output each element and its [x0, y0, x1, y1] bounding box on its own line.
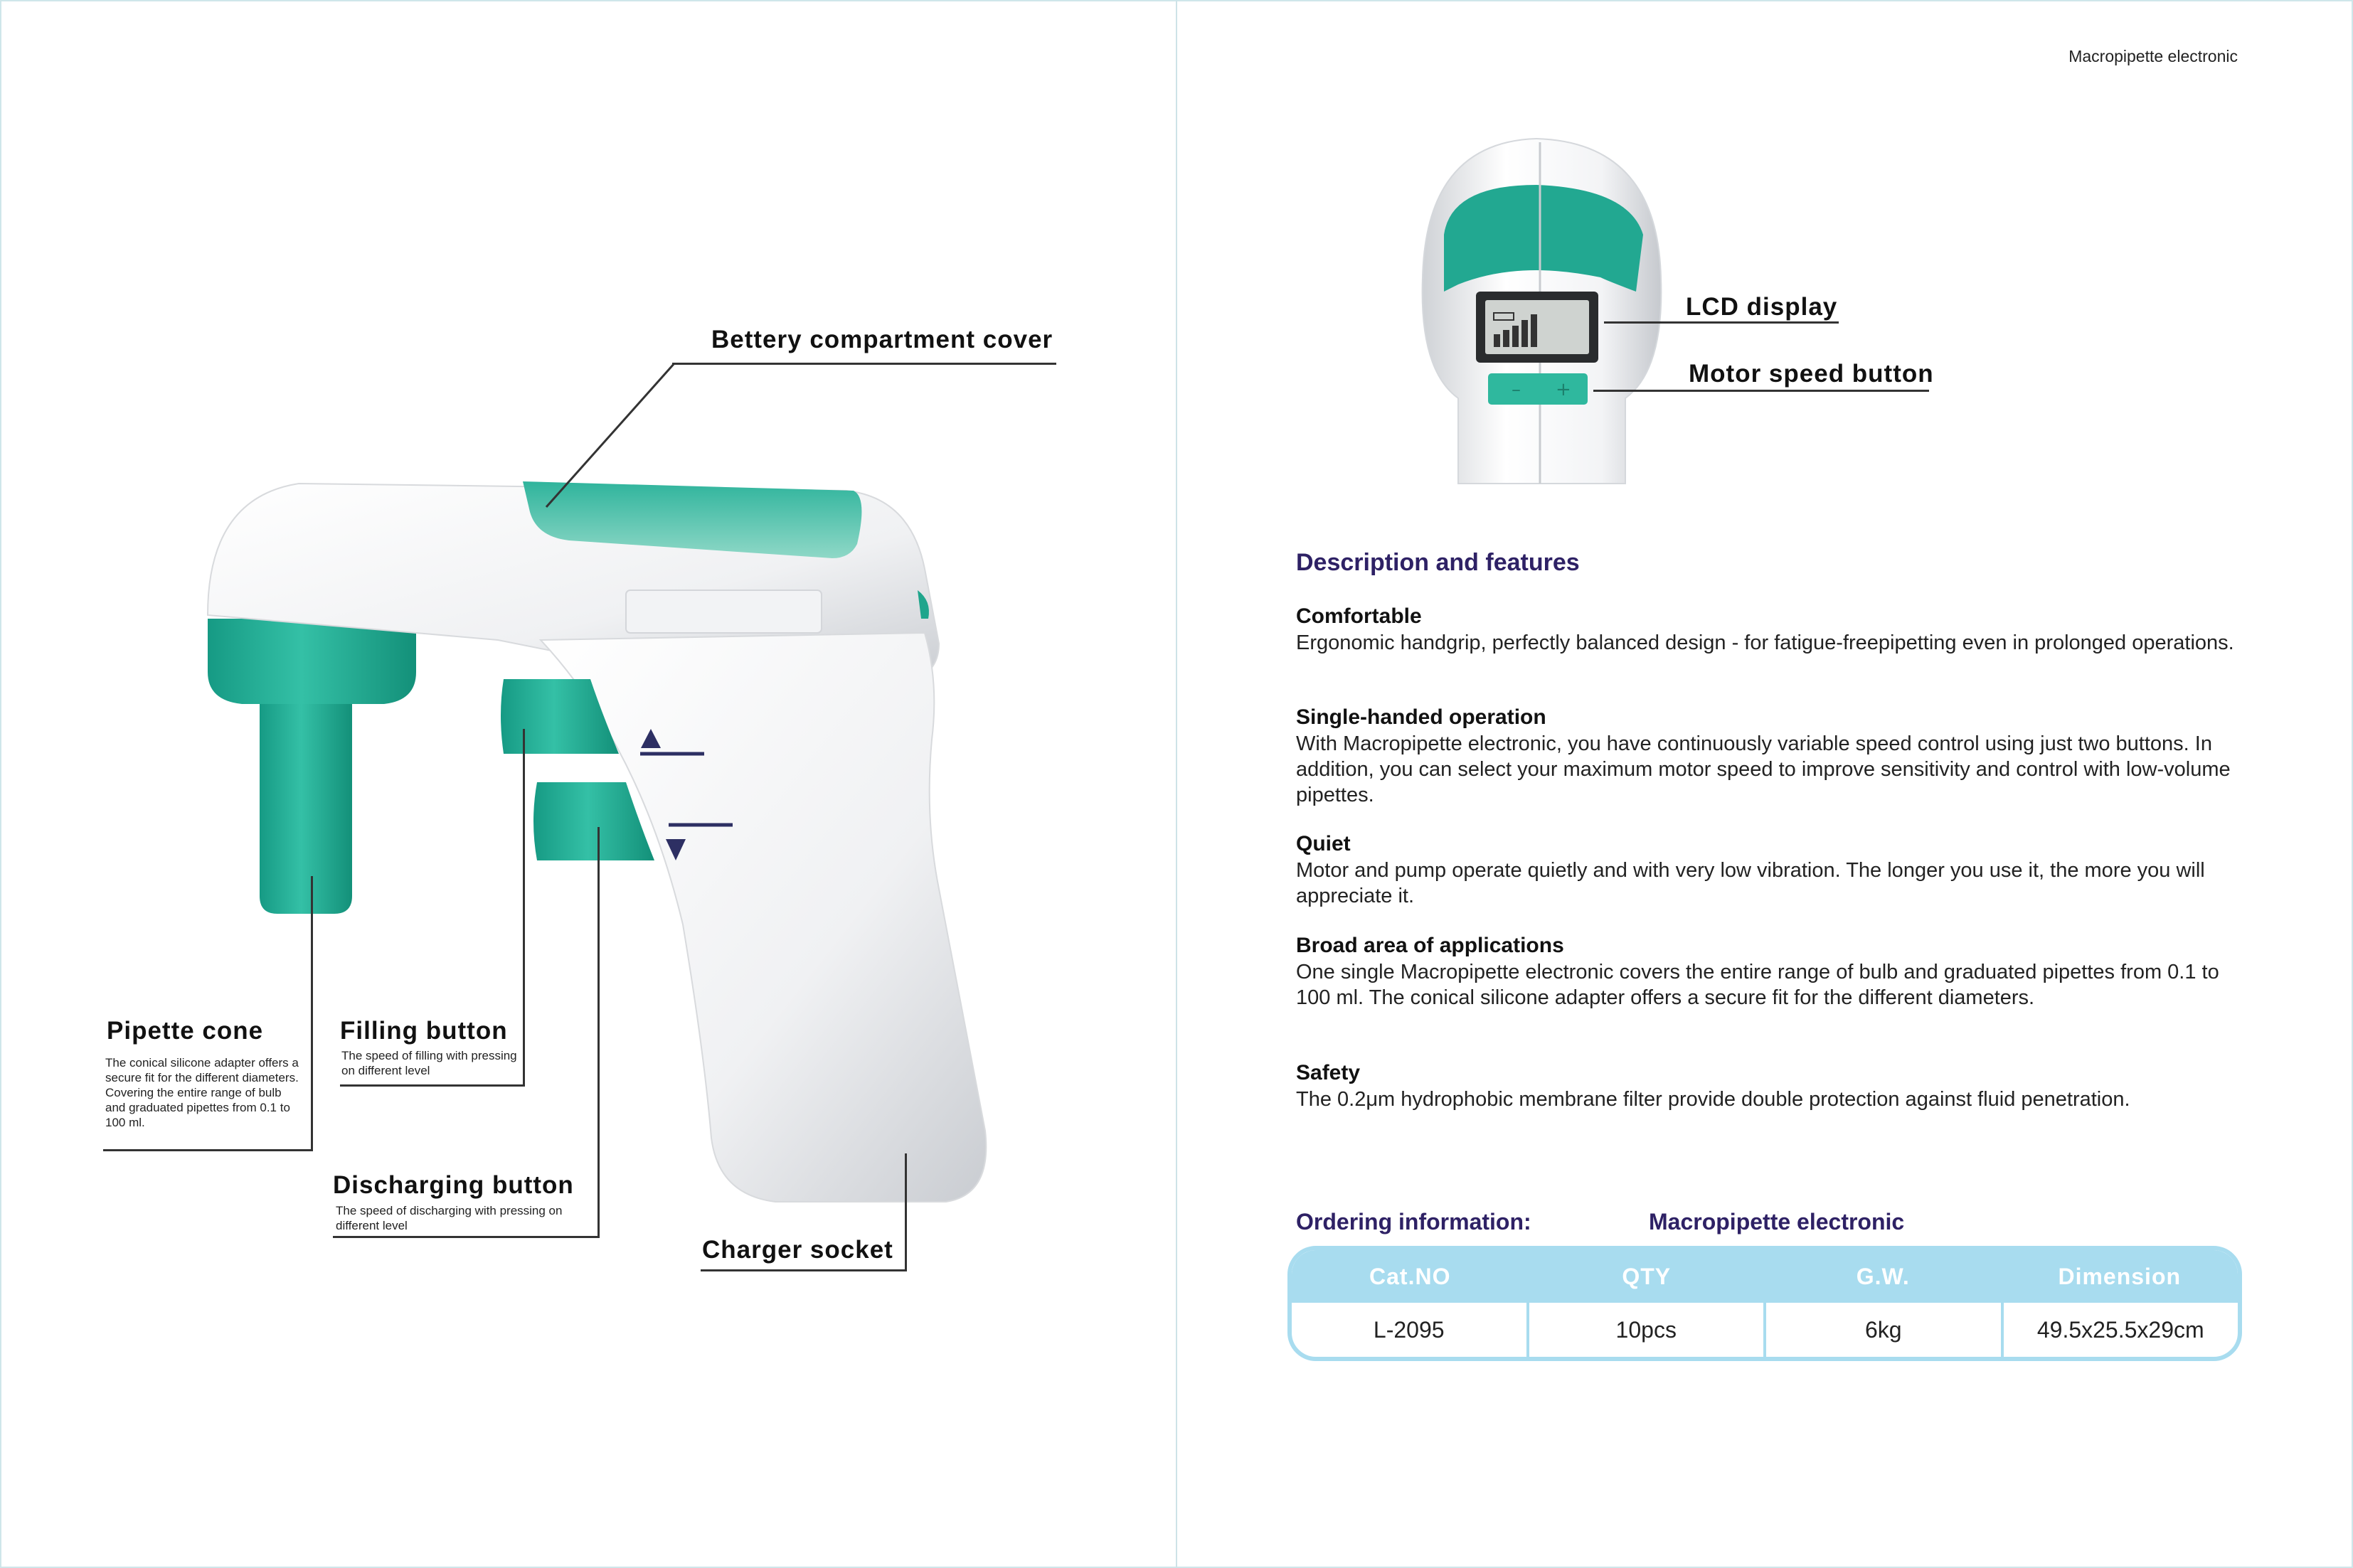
- feature-title: Safety: [1296, 1061, 1361, 1084]
- motor-speed-buttons: [1488, 373, 1588, 405]
- column-header-cat-no: Cat.NO: [1369, 1264, 1451, 1289]
- battery-cover-leader-diag: [541, 359, 683, 512]
- charger-socket-leader: [701, 1153, 907, 1271]
- charger-socket-callout-title: Charger socket: [702, 1236, 893, 1264]
- ordering-info-label: Ordering information:: [1296, 1209, 1531, 1234]
- feature-text: Ergonomic handgrip, perfectly balanced design - for fatigue-freepipetting even in prolonged operations.: [1296, 631, 2234, 654]
- pipette-cone-callout-body: The conical silicone adapter offers a secure fit for the different diameters. Covering the entire range of bulb and graduated pipettes from 0.1 to 100 ml.: [105, 1056, 299, 1129]
- feature-text: The 0.2μm hydrophobic membrane filter provide double protection against fluid penetration.: [1296, 1088, 2130, 1111]
- label-recess: [626, 590, 822, 633]
- table-header-row: [1292, 1250, 2238, 1303]
- feature-title: Single-handed operation: [1296, 705, 1546, 729]
- cone-collar: [208, 619, 416, 704]
- pipette-cone-callout-title: Pipette cone: [107, 1017, 264, 1045]
- cell-gw: 6kg: [1763, 1303, 2001, 1357]
- lcd-display-leader: [1604, 321, 1839, 324]
- svg-text:–: –: [1512, 379, 1521, 400]
- feature-broad-applications: [1296, 934, 2242, 1010]
- page-spine: [1176, 0, 1177, 1568]
- cell-cat-no: L-2095: [1373, 1317, 1445, 1343]
- description-heading: Description and features: [1296, 549, 1580, 576]
- feature-title: Quiet: [1296, 832, 1351, 855]
- device-grip: [541, 633, 986, 1202]
- ordering-product-name: Macropipette electronic: [1649, 1209, 1905, 1234]
- discharging-button-callout-title: Discharging button: [333, 1171, 574, 1199]
- battery-cover-leader-h: [672, 363, 1056, 365]
- filling-button-callout-title: Filling button: [340, 1017, 508, 1045]
- feature-comfortable: [1296, 604, 2242, 656]
- feature-quiet: [1296, 832, 2242, 909]
- discharging-button-callout-body: The speed of discharging with pressing on different level: [336, 1204, 563, 1232]
- lcd-display-callout-title: LCD display: [1686, 293, 1838, 321]
- svg-text:+: +: [1556, 379, 1571, 400]
- lcd-closeup-illustration: [1412, 135, 1668, 487]
- feature-title: Broad area of applications: [1296, 934, 1564, 957]
- table-row: [1292, 1303, 2238, 1357]
- feature-title: Comfortable: [1296, 604, 1422, 628]
- filling-button-callout-body: The speed of filling with pressing on different level: [341, 1049, 517, 1077]
- page-header-title: Macropipette electronic: [2068, 47, 2238, 65]
- pipette-cone-leader: [103, 876, 313, 1151]
- feature-single-handed: [1296, 705, 2242, 808]
- motor-speed-leader: [1593, 390, 1929, 392]
- column-header-gw: G.W.: [1856, 1264, 1910, 1289]
- feature-safety: [1296, 1061, 2242, 1112]
- motor-speed-callout-title: Motor speed button: [1689, 360, 1934, 388]
- discharging-button-leader: [333, 827, 600, 1238]
- column-header-qty: QTY: [1622, 1264, 1672, 1289]
- column-header-dimension: Dimension: [2058, 1264, 2182, 1289]
- cell-qty: 10pcs: [1526, 1303, 1764, 1357]
- battery-cover-callout-title: Bettery compartment cover: [711, 326, 1053, 353]
- feature-text: One single Macropipette electronic covers the entire range of bulb and graduated pipettes from 0.1 to 100 ml. The conical silicone adapter offers a secure fit for the different diameters.: [1296, 961, 2219, 1009]
- cell-dimension: 49.5x25.5x29cm: [2001, 1303, 2238, 1357]
- feature-text: Motor and pump operate quietly and with very low vibration. The longer you use it, the more you will appreciate it.: [1296, 859, 2205, 907]
- feature-text: With Macropipette electronic, you have continuously variable speed control using just two buttons. In addition, you can select your maximum motor speed to improve sensitivity and control with low-volume pipettes.: [1296, 732, 2231, 806]
- ordering-table: [1287, 1246, 2242, 1361]
